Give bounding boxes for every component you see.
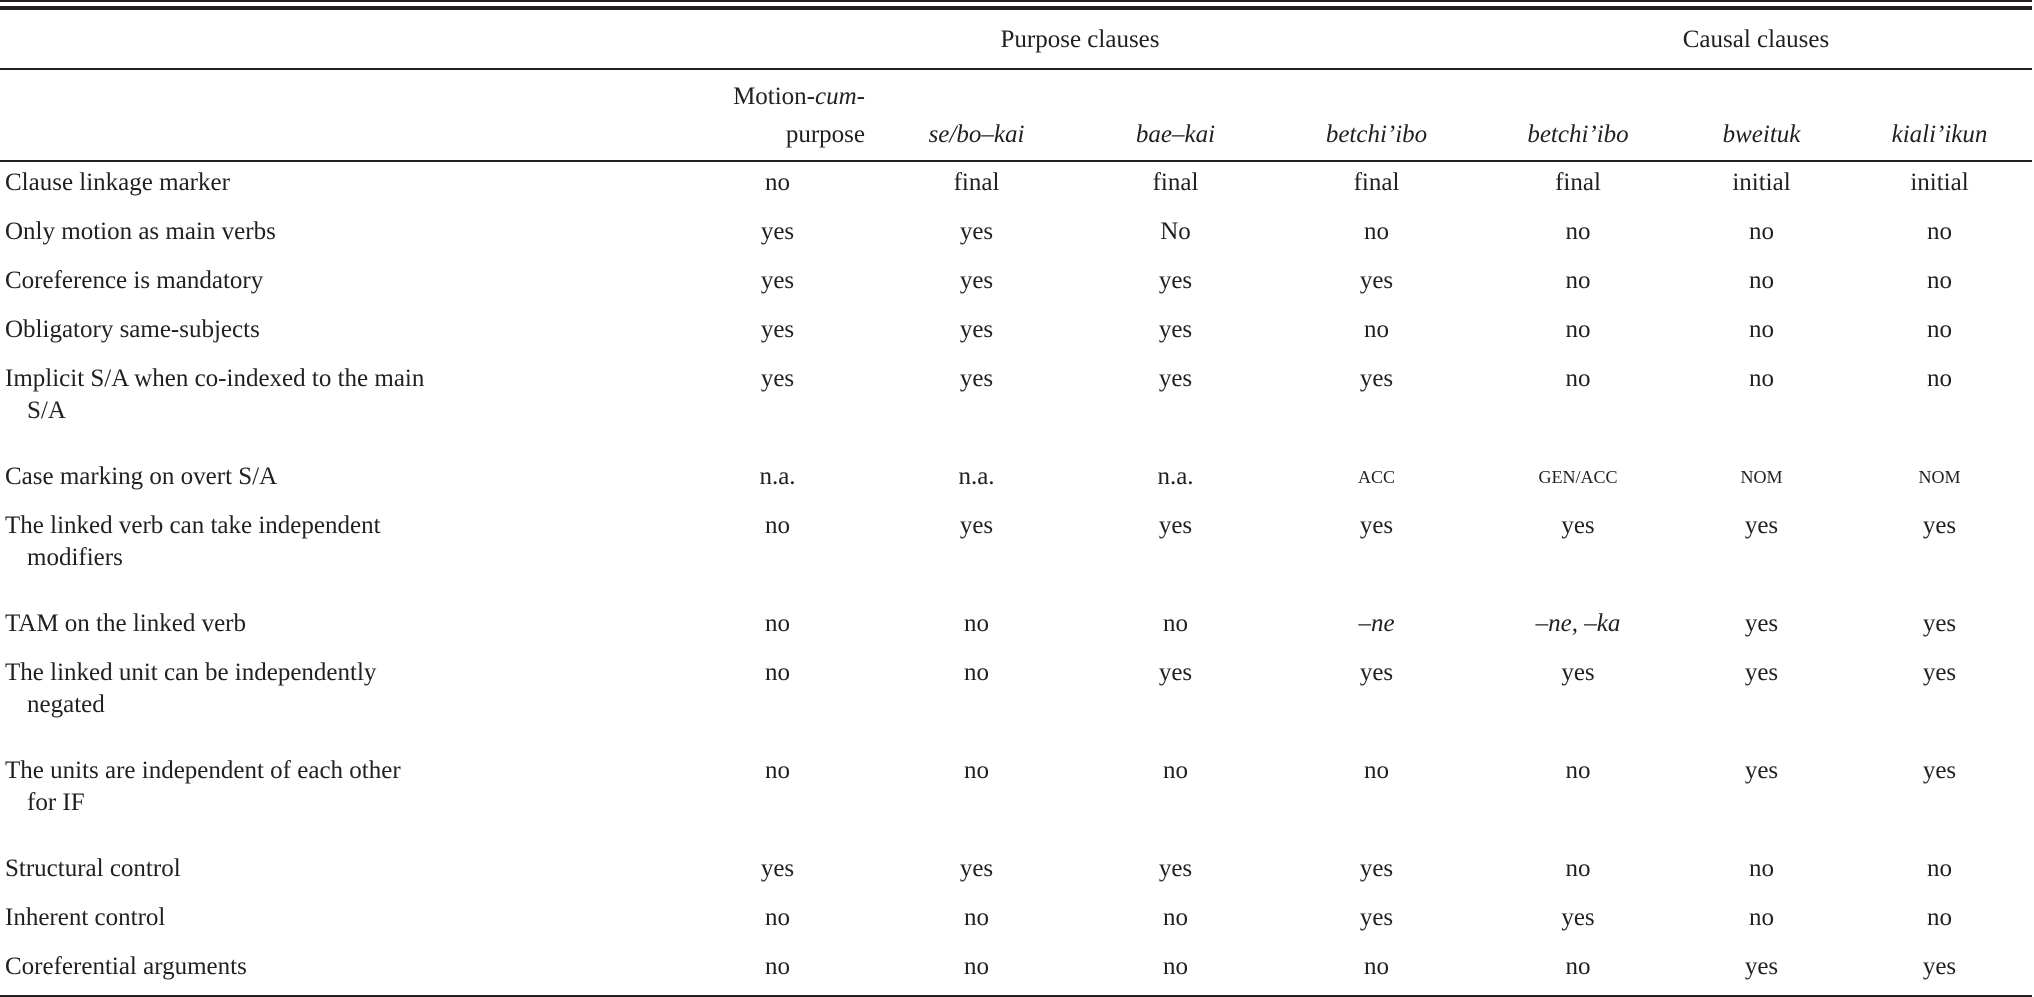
row-label (0, 505, 680, 603)
column-header-se-bo-kai: se/bo–kai (875, 69, 1078, 161)
row-label-line: Structural control (5, 855, 181, 882)
table-cell: no (1927, 316, 1952, 343)
table-cell: yes (1676, 946, 1847, 996)
row-label-line: The linked verb can take independent (5, 512, 381, 539)
row-label (0, 652, 680, 750)
table-cell: NOM (1740, 467, 1783, 487)
table-cell: no (1364, 218, 1389, 245)
table-cell: no (1364, 757, 1389, 784)
empty-header-cell (0, 69, 680, 161)
header-text: - (856, 83, 865, 110)
column-header-bweituk: bweituk (1676, 69, 1847, 161)
table-row (0, 897, 2032, 946)
table-cell: no (964, 904, 989, 931)
table-cell: no (1565, 316, 1591, 343)
row-label-line: Implicit S/A when co-indexed to the main (5, 365, 425, 392)
table-cell: no (1163, 610, 1188, 637)
table-cell: initial (1732, 169, 1791, 196)
table-cell: yes (1922, 757, 1957, 784)
row-label (0, 848, 680, 897)
header-text: Motion- (733, 83, 816, 110)
table-cell: n.a. (958, 463, 995, 490)
table-cell: yes (959, 512, 994, 539)
table-cell: no (765, 610, 790, 637)
table-cell: yes (1158, 512, 1193, 539)
table-cell: no (1749, 316, 1774, 343)
table-cell: no (765, 659, 790, 686)
table-row (0, 161, 2032, 211)
table-cell: yes (760, 855, 795, 882)
table-cell: yes (1158, 659, 1193, 686)
row-label (0, 211, 680, 260)
table-cell: yes (1359, 267, 1394, 294)
table-cell: yes (1359, 855, 1394, 882)
row-label (0, 161, 680, 211)
table-row (0, 946, 2032, 996)
table-cell: n.a. (1157, 463, 1194, 490)
table-row (0, 603, 2032, 652)
header-text: cum (815, 83, 857, 110)
table-cell: no (1749, 267, 1774, 294)
table-cell: no (964, 659, 989, 686)
row-label (0, 750, 680, 848)
table-cell: no (1273, 946, 1480, 996)
table-cell: yes (1561, 512, 1595, 539)
table-cell: no (1565, 855, 1591, 882)
table-cell: no (765, 757, 790, 784)
table-cell: yes (760, 316, 795, 343)
table-cell: yes (959, 267, 994, 294)
table-cell: GEN/ACC (1538, 467, 1618, 487)
table-cell: yes (760, 267, 795, 294)
column-header-kialiikun: kiali’ikun (1847, 69, 2032, 161)
table-row (0, 750, 2032, 848)
table-cell: yes (1158, 365, 1193, 392)
table-cell: n.a. (759, 463, 796, 490)
table-row (0, 260, 2032, 309)
column-header-motion-cum-purpose (680, 69, 875, 161)
table-cell: no (1749, 365, 1774, 392)
table-cell: no (1749, 855, 1774, 882)
table-cell: no (1565, 365, 1591, 392)
row-label-line: Coreferential arguments (5, 953, 247, 980)
table-cell: no (765, 904, 790, 931)
table-cell: yes (1744, 659, 1779, 686)
row-label-line: The units are independent of each other (5, 757, 401, 784)
row-label-line: modifiers (27, 544, 123, 571)
table-cell: no (1163, 904, 1188, 931)
table-cell: no (1364, 316, 1389, 343)
table-cell: yes (760, 218, 795, 245)
table-cell: NOM (1918, 467, 1961, 487)
table-cell: yes (1561, 904, 1595, 931)
table-cell: yes (959, 316, 994, 343)
table-row (0, 848, 2032, 897)
table-cell: yes (1359, 904, 1394, 931)
table-cell: no (1927, 365, 1952, 392)
group-header-purpose: Purpose clauses (680, 0, 1480, 69)
row-label-line: for IF (27, 789, 85, 816)
table-row (0, 505, 2032, 603)
table-cell: yes (1922, 512, 1957, 539)
table-cell: yes (1922, 659, 1957, 686)
table-cell: yes (1561, 659, 1595, 686)
table-cell: yes (1847, 946, 2032, 996)
table-row (0, 211, 2032, 260)
table-cell: no (765, 512, 790, 539)
table-cell: No (1160, 218, 1191, 245)
row-label (0, 603, 680, 652)
table-cell: yes (1359, 512, 1394, 539)
row-label-line: S/A (27, 397, 66, 424)
table-cell: final (1152, 169, 1199, 196)
row-label (0, 260, 680, 309)
table-cell: no (1565, 267, 1591, 294)
column-header-betchiibo-purpose: betchi’ibo (1273, 69, 1480, 161)
row-label (0, 358, 680, 456)
group-header-causal: Causal clauses (1480, 0, 2032, 69)
table-cell: no (1927, 267, 1952, 294)
table-cell: yes (1744, 512, 1779, 539)
column-header-bae-kai: bae–kai (1078, 69, 1273, 161)
table-cell: yes (1158, 316, 1193, 343)
table-cell: final (1555, 169, 1601, 196)
row-label-line: Inherent control (5, 904, 166, 931)
table-cell: no (1480, 946, 1676, 996)
table-cell: no (1927, 904, 1952, 931)
table-cell: no (1565, 757, 1591, 784)
row-label-line: Coreference is mandatory (5, 267, 264, 294)
table-cell: yes (959, 365, 994, 392)
table-row (0, 652, 2032, 750)
table-cell: no (1565, 218, 1591, 245)
row-label (0, 897, 680, 946)
table-row (0, 358, 2032, 456)
row-label (0, 309, 680, 358)
table-cell: initial (1910, 169, 1969, 196)
table-cell: final (1353, 169, 1400, 196)
row-label-line: negated (27, 691, 105, 718)
row-label-line: Case marking on overt S/A (5, 463, 278, 490)
table-row (0, 309, 2032, 358)
table-cell: yes (1922, 610, 1957, 637)
table-row (0, 456, 2032, 505)
table-cell: no (765, 169, 790, 196)
table-cell: no (1078, 946, 1273, 996)
table-cell: no (964, 757, 989, 784)
row-label-line: TAM on the linked verb (5, 610, 247, 637)
row-label-line: Obligatory same-subjects (5, 316, 260, 343)
table-cell: –ne (1358, 610, 1395, 637)
table-cell: yes (1158, 855, 1193, 882)
table-cell: no (1163, 757, 1188, 784)
row-label-line: The linked unit can be independently (5, 659, 377, 686)
empty-header-cell (0, 0, 680, 69)
column-header-betchiibo-causal: betchi’ibo (1480, 69, 1676, 161)
table-cell: no (1749, 904, 1774, 931)
row-label (0, 946, 680, 996)
row-label-line: Clause linkage marker (5, 169, 230, 196)
table-cell: yes (1744, 610, 1779, 637)
table-cell: yes (1744, 757, 1779, 784)
header-text: purpose (785, 121, 865, 148)
table-cell: yes (1359, 659, 1394, 686)
table-cell: yes (1158, 267, 1193, 294)
table-cell: no (1927, 855, 1952, 882)
table-cell: yes (959, 218, 994, 245)
table-cell: no (1927, 218, 1952, 245)
table-cell: ACC (1357, 467, 1395, 487)
table-cell: no (875, 946, 1078, 996)
row-label (0, 456, 680, 505)
table-cell: yes (760, 365, 795, 392)
table-cell: yes (1359, 365, 1394, 392)
table-cell: –ne, –ka (1535, 610, 1621, 637)
table-cell: no (964, 610, 989, 637)
row-label-line: Only motion as main verbs (5, 218, 276, 245)
table-cell: final (953, 169, 1000, 196)
table-cell: no (680, 946, 875, 996)
table-cell: no (1749, 218, 1774, 245)
table-cell: yes (959, 855, 994, 882)
